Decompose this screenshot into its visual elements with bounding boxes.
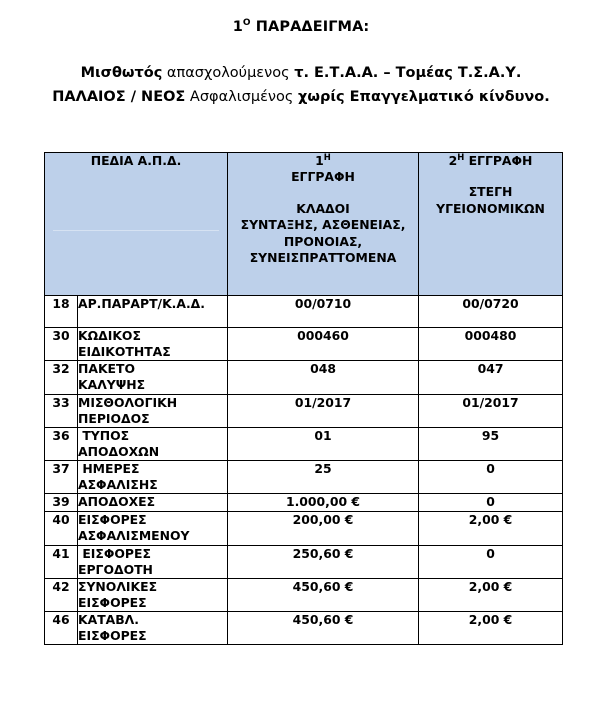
- row-field-label-line: ΕΙΣΦΟΡΕΣ: [78, 594, 147, 610]
- row-value-entry-1: 01: [228, 427, 419, 460]
- row-field-label: [78, 296, 228, 328]
- subtitle-run-1: απασχολούμενος: [162, 65, 295, 82]
- row-field-label-line: ΠΑΚΕΤΟ: [78, 361, 136, 377]
- row-field-label-line: ΕΙΣΦΟΡΕΣ: [78, 512, 147, 528]
- row-field-label-line: ΑΠΟΔΟΧΩΝ: [78, 443, 160, 459]
- row-value-entry-2: 047: [419, 361, 563, 394]
- row-field-label-line: ΤΥΠΟΣ: [78, 427, 130, 443]
- row-value-entry-2: 2,00 €: [419, 512, 563, 545]
- subtitle-run-1: Ασφαλισμένος: [185, 89, 299, 106]
- table-header: [45, 153, 563, 296]
- row-field-label-line: ΕΡΓΟΔΟΤΗ: [78, 561, 153, 577]
- column-header-entry-1-sub-4: ΣΥΝΕΙΣΠΡΑΤΤΟΜΕΝΑ: [249, 249, 397, 265]
- column-header-entry-1-word: ΕΓΓΡΑΦΗ: [291, 169, 355, 185]
- subtitle-run-0: Μισθωτός: [80, 65, 163, 82]
- row-field-label: [78, 361, 228, 394]
- row-value-entry-2: 95: [419, 427, 563, 460]
- table-row: [45, 578, 563, 611]
- row-value-entry-2: 0: [419, 545, 563, 578]
- row-field-label: [78, 578, 228, 611]
- row-field-label-line: ΑΠΟΔΟΧΕΣ: [78, 494, 156, 510]
- row-value-entry-1: 450,60 €: [228, 612, 419, 645]
- page-title-ordinal-suffix: Ο: [242, 18, 251, 29]
- row-value-entry-2: 2,00 €: [419, 578, 563, 611]
- row-field-label: [78, 328, 228, 361]
- column-header-entry-1-title: [228, 153, 418, 169]
- page-title-number: 1: [232, 19, 243, 35]
- row-value-entry-1: 01/2017: [228, 394, 419, 427]
- row-value-entry-1: 25: [228, 461, 419, 494]
- row-field-label-line: ΜΙΣΘΟΛΟΓΙΚΗ: [78, 394, 178, 410]
- entry-1-ordinal-suffix: Η: [323, 151, 331, 162]
- row-value-entry-1: 000460: [228, 328, 419, 361]
- row-field-code: 39: [45, 494, 78, 512]
- row-field-label-line: ΑΣΦΑΛΙΣΗΣ: [78, 477, 158, 493]
- column-header-fields-label: ΠΕΔΙΑ Α.Π.Δ.: [90, 153, 182, 168]
- header-divider-rule: [53, 230, 219, 231]
- column-header-entry-1-sub-1: ΚΛΑΔΟΙ: [296, 200, 350, 216]
- table-row: [45, 394, 563, 427]
- row-field-label-line: ΕΙΣΦΟΡΕΣ: [78, 545, 151, 561]
- table-row: [45, 612, 563, 645]
- row-value-entry-2: 01/2017: [419, 394, 563, 427]
- row-field-label: [78, 612, 228, 645]
- row-value-entry-2: 2,00 €: [419, 612, 563, 645]
- row-field-code: 33: [45, 394, 78, 427]
- apd-table-container: [44, 152, 562, 645]
- subtitle-run-2: τ. Ε.Τ.Α.Α. – Τομέας Τ.Σ.Α.Υ.: [294, 65, 522, 82]
- column-header-fields: [45, 153, 228, 296]
- row-field-code: 37: [45, 461, 78, 494]
- document-subtitle: [0, 62, 602, 110]
- column-header-entry-1: [228, 153, 419, 296]
- column-header-entry-1-sub-3: ΠΡΟΝΟΙΑΣ,: [283, 233, 363, 249]
- row-field-label-line: ΚΑΤΑΒΛ.: [78, 612, 139, 627]
- row-field-label-line: ΚΩΔΙΚΟΣ: [78, 328, 141, 343]
- row-field-label-line: ΠΕΡΙΟΔΟΣ: [78, 410, 150, 426]
- row-value-entry-2: 0: [419, 461, 563, 494]
- header-spacer-1: [228, 186, 418, 201]
- table-row: [45, 361, 563, 394]
- table-body: [45, 296, 563, 645]
- table-row: [45, 461, 563, 494]
- row-field-code: 18: [45, 296, 78, 328]
- row-field-label-line: ΣΥΝΟΛΙΚΕΣ: [78, 578, 158, 594]
- column-header-entry-2-sub-2: ΥΓΕΙΟΝΟΜΙΚΩΝ: [436, 200, 545, 216]
- column-header-entry-2-word: ΕΓΓΡΑΦΗ: [468, 153, 533, 168]
- row-value-entry-1: 1.000,00 €: [228, 494, 419, 512]
- column-header-entry-1-sub-2: ΣΥΝΤΑΞΗΣ, ΑΣΘΕΝΕΙΑΣ,: [240, 217, 406, 233]
- row-field-code: 41: [45, 545, 78, 578]
- row-value-entry-1: 00/0710: [228, 296, 419, 328]
- row-value-entry-1: 250,60 €: [228, 545, 419, 578]
- row-field-code: 42: [45, 578, 78, 611]
- table-row: [45, 545, 563, 578]
- row-field-label: [78, 394, 228, 427]
- row-value-entry-2: 0: [419, 494, 563, 512]
- column-header-entry-2-sub-1: ΣΤΕΓΗ: [468, 184, 513, 200]
- header-spacer-2: [419, 169, 562, 184]
- row-value-entry-2: 000480: [419, 328, 563, 361]
- row-field-code: 46: [45, 612, 78, 645]
- row-field-label-line: ΕΙΔΙΚΟΤΗΤΑΣ: [78, 344, 171, 360]
- apd-table: [44, 152, 563, 645]
- row-value-entry-1: 200,00 €: [228, 512, 419, 545]
- row-field-code: 36: [45, 427, 78, 460]
- row-field-code: 30: [45, 328, 78, 361]
- subtitle-run-0: ΠΑΛΑΙΟΣ / ΝΕΟΣ: [52, 89, 186, 106]
- table-row: [45, 296, 563, 328]
- table-row: [45, 427, 563, 460]
- row-field-label: [78, 512, 228, 545]
- row-field-label: [78, 461, 228, 494]
- entry-1-number: 1: [315, 153, 324, 168]
- row-field-label: [78, 494, 228, 512]
- page-title-text: ΠΑΡΑΔΕΙΓΜΑ:: [250, 19, 370, 35]
- entry-2-ordinal-suffix: Η: [457, 151, 465, 162]
- entry-2-number: 2: [448, 153, 458, 168]
- row-field-code: 32: [45, 361, 78, 394]
- subtitle-line-1: [36, 62, 566, 86]
- column-header-entry-2-title: [419, 153, 562, 169]
- row-field-label-line: ΕΙΣΦΟΡΕΣ: [78, 628, 147, 644]
- row-value-entry-2: 00/0720: [419, 296, 563, 328]
- row-field-label-line: ΚΑΛΥΨΗΣ: [78, 377, 146, 393]
- subtitle-line-2: [36, 86, 566, 110]
- table-header-row: [45, 153, 563, 296]
- row-field-label-line: ΑΣΦΑΛΙΣΜΕΝΟΥ: [78, 528, 190, 544]
- row-field-label: [78, 427, 228, 460]
- column-header-entry-2: [419, 153, 563, 296]
- row-field-label-line: ΑΡ.ΠΑΡΑΡΤ/Κ.Α.Δ.: [78, 296, 205, 311]
- table-row: [45, 494, 563, 512]
- page-title: [0, 0, 602, 36]
- row-field-label: [78, 545, 228, 578]
- table-row: [45, 328, 563, 361]
- row-field-code: 40: [45, 512, 78, 545]
- row-value-entry-1: 450,60 €: [228, 578, 419, 611]
- row-field-label-line: ΗΜΕΡΕΣ: [78, 461, 140, 476]
- subtitle-run-2: χωρίς Επαγγελματικό κίνδυνο.: [298, 89, 550, 106]
- table-row: [45, 512, 563, 545]
- row-value-entry-1: 048: [228, 361, 419, 394]
